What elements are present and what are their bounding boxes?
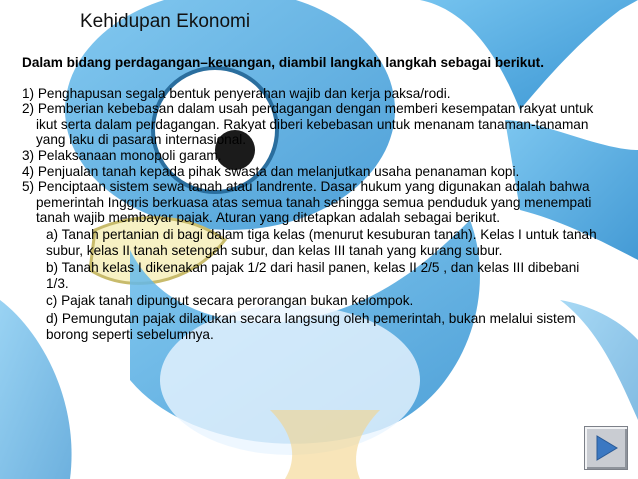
sub-item: d) Pemungutan pajak dilakukan secara langsung oleh pemerintah, bukan melalui sistem borong seperti sebelumnya. xyxy=(46,310,576,342)
sub-item: b) Tanah kelas I dikenakan pajak 1/2 dari hasil panen, kelas II 2/5 , dan kelas III dibebani 1/3. xyxy=(46,260,580,291)
list-item: 4) Penjualan tanah kepada pihak swasta dan melanjutkan usaha penanaman kopi. xyxy=(22,163,520,179)
intro-paragraph: Dalam bidang perdagangan–keuangan, diambil langkah langkah sebagai berikut. xyxy=(22,55,544,70)
sub-item: c) Pajak tanah dipungut secara perorangan bukan kelompok. xyxy=(46,293,414,309)
list-item: 2) Pemberian kebebasan dalam usah perdagangan dengan memberi kesempatan rakyat untuk ikut serta dalam perdagangan. Rakyat diberi kebebasan untuk menanam tanaman-tanaman yang laku di pasaran internasional. xyxy=(22,101,594,148)
list-item: 3) Pelaksanaan monopoli garam. xyxy=(22,147,222,163)
sub-item: a) Tanah pertanian di bagi dalam tiga kelas (menurut kesuburan tanah). Kelas I untuk tanah subur, kelas II tanah setengah subur, dan kelas III tanah yang kurang subur. xyxy=(46,226,597,258)
next-arrow-icon xyxy=(585,427,627,469)
slide-title: Kehidupan Ekonomi xyxy=(80,11,251,32)
slide-content xyxy=(22,55,602,344)
list-item: 1) Penghapusan segala bentuk penyerahan wajib dan kerja paksa/rodi. xyxy=(22,85,451,101)
next-slide-button[interactable] xyxy=(584,426,628,470)
list-item: 5) Penciptaan sistem sewa tanah atau landrente. Dasar hukum yang digunakan adalah bahwa pemerintah Inggris berkuasa atas semua tanah sehingga semua penduduk yang menempati tanah wajib membayar pajak. Aturan yang ditetapkan adalah sebagai berikut. xyxy=(22,179,592,226)
